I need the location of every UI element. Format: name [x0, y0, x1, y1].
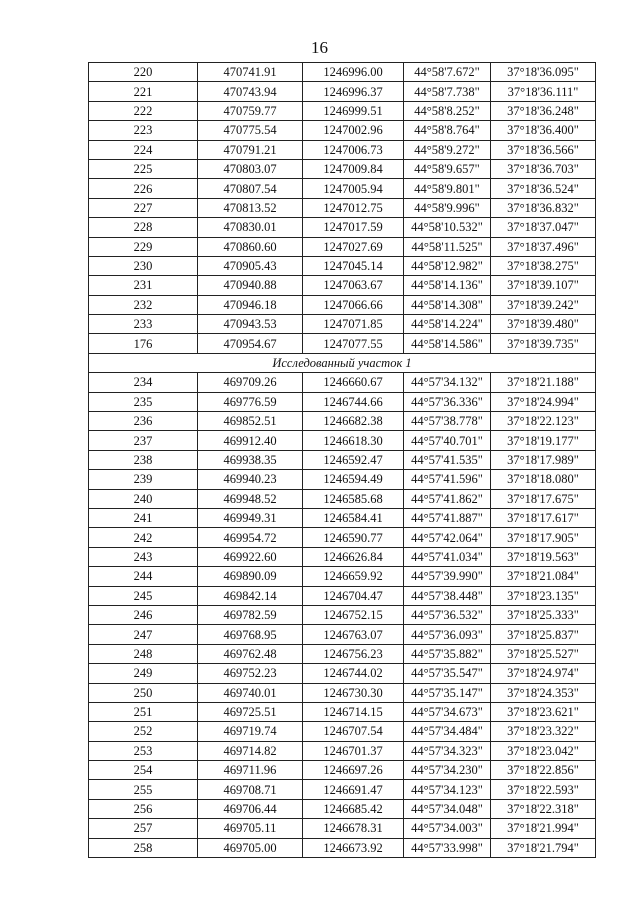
longitude-cell: 37°18'38.275" — [491, 256, 596, 275]
table-row — [89, 741, 596, 760]
table-row — [89, 702, 596, 721]
x-coordinate-cell: 469922.60 — [198, 547, 303, 566]
y-coordinate-cell: 1246744.02 — [303, 664, 404, 683]
latitude-cell: 44°57'38.448" — [404, 586, 491, 605]
y-coordinate-cell: 1246682.38 — [303, 412, 404, 431]
longitude-cell: 37°18'17.617" — [491, 508, 596, 527]
y-coordinate-cell: 1247045.14 — [303, 256, 404, 275]
x-coordinate-cell: 469762.48 — [198, 644, 303, 663]
latitude-cell: 44°57'35.547" — [404, 664, 491, 683]
longitude-cell: 37°18'17.675" — [491, 489, 596, 508]
table-row — [89, 567, 596, 586]
latitude-cell: 44°58'9.657" — [404, 159, 491, 178]
y-coordinate-cell: 1246660.67 — [303, 373, 404, 392]
longitude-cell: 37°18'36.832" — [491, 198, 596, 217]
longitude-cell: 37°18'24.353" — [491, 683, 596, 702]
y-coordinate-cell: 1246999.51 — [303, 101, 404, 120]
y-coordinate-cell: 1246704.47 — [303, 586, 404, 605]
latitude-cell: 44°57'34.123" — [404, 780, 491, 799]
longitude-cell: 37°18'23.135" — [491, 586, 596, 605]
y-coordinate-cell: 1246744.66 — [303, 392, 404, 411]
longitude-cell: 37°18'23.042" — [491, 741, 596, 760]
point-number-cell: 241 — [89, 508, 198, 527]
longitude-cell: 37°18'22.593" — [491, 780, 596, 799]
point-number-cell: 246 — [89, 605, 198, 624]
y-coordinate-cell: 1246659.92 — [303, 567, 404, 586]
point-number-cell: 248 — [89, 644, 198, 663]
point-number-cell: 240 — [89, 489, 198, 508]
latitude-cell: 44°57'35.882" — [404, 644, 491, 663]
table-row — [89, 101, 596, 120]
longitude-cell: 37°18'21.994" — [491, 819, 596, 838]
coordinates-table — [88, 62, 596, 858]
longitude-cell: 37°18'21.084" — [491, 567, 596, 586]
x-coordinate-cell: 469949.31 — [198, 508, 303, 527]
latitude-cell: 44°57'34.673" — [404, 702, 491, 721]
x-coordinate-cell: 469912.40 — [198, 431, 303, 450]
latitude-cell: 44°57'36.336" — [404, 392, 491, 411]
point-number-cell: 243 — [89, 547, 198, 566]
longitude-cell: 37°18'23.322" — [491, 722, 596, 741]
latitude-cell: 44°57'34.230" — [404, 761, 491, 780]
section-title-row — [89, 353, 596, 372]
y-coordinate-cell: 1246756.23 — [303, 644, 404, 663]
longitude-cell: 37°18'37.496" — [491, 237, 596, 256]
point-number-cell: 236 — [89, 412, 198, 431]
y-coordinate-cell: 1246701.37 — [303, 741, 404, 760]
longitude-cell: 37°18'22.318" — [491, 799, 596, 818]
x-coordinate-cell: 470759.77 — [198, 101, 303, 120]
x-coordinate-cell: 470830.01 — [198, 218, 303, 237]
y-coordinate-cell: 1246590.77 — [303, 528, 404, 547]
longitude-cell: 37°18'24.994" — [491, 392, 596, 411]
point-number-cell: 256 — [89, 799, 198, 818]
x-coordinate-cell: 469852.51 — [198, 412, 303, 431]
table-row — [89, 450, 596, 469]
latitude-cell: 44°58'10.532" — [404, 218, 491, 237]
table-row — [89, 605, 596, 624]
y-coordinate-cell: 1247066.66 — [303, 295, 404, 314]
point-number-cell: 234 — [89, 373, 198, 392]
table-row — [89, 431, 596, 450]
latitude-cell: 44°57'41.596" — [404, 470, 491, 489]
latitude-cell: 44°58'14.224" — [404, 315, 491, 334]
longitude-cell: 37°18'39.242" — [491, 295, 596, 314]
latitude-cell: 44°57'34.048" — [404, 799, 491, 818]
latitude-cell: 44°57'41.887" — [404, 508, 491, 527]
point-number-cell: 239 — [89, 470, 198, 489]
point-number-cell: 227 — [89, 198, 198, 217]
table-row — [89, 625, 596, 644]
latitude-cell: 44°57'34.003" — [404, 819, 491, 838]
y-coordinate-cell: 1246714.15 — [303, 702, 404, 721]
table-row — [89, 237, 596, 256]
coordinates-table-body — [89, 63, 596, 858]
x-coordinate-cell: 470807.54 — [198, 179, 303, 198]
latitude-cell: 44°57'33.998" — [404, 838, 491, 857]
point-number-cell: 242 — [89, 528, 198, 547]
point-number-cell: 255 — [89, 780, 198, 799]
table-row — [89, 198, 596, 217]
y-coordinate-cell: 1246691.47 — [303, 780, 404, 799]
longitude-cell: 37°18'25.837" — [491, 625, 596, 644]
latitude-cell: 44°58'9.996" — [404, 198, 491, 217]
latitude-cell: 44°58'11.525" — [404, 237, 491, 256]
table-row — [89, 722, 596, 741]
table-row — [89, 140, 596, 159]
latitude-cell: 44°58'9.801" — [404, 179, 491, 198]
point-number-cell: 222 — [89, 101, 198, 120]
point-number-cell: 233 — [89, 315, 198, 334]
point-number-cell: 251 — [89, 702, 198, 721]
y-coordinate-cell: 1247017.59 — [303, 218, 404, 237]
longitude-cell: 37°18'17.989" — [491, 450, 596, 469]
x-coordinate-cell: 469708.71 — [198, 780, 303, 799]
latitude-cell: 44°58'8.252" — [404, 101, 491, 120]
point-number-cell: 245 — [89, 586, 198, 605]
point-number-cell: 252 — [89, 722, 198, 741]
x-coordinate-cell: 469714.82 — [198, 741, 303, 760]
table-row — [89, 664, 596, 683]
x-coordinate-cell: 470741.91 — [198, 63, 303, 82]
latitude-cell: 44°57'41.862" — [404, 489, 491, 508]
point-number-cell: 231 — [89, 276, 198, 295]
y-coordinate-cell: 1247063.67 — [303, 276, 404, 295]
latitude-cell: 44°58'9.272" — [404, 140, 491, 159]
y-coordinate-cell: 1246592.47 — [303, 450, 404, 469]
latitude-cell: 44°57'40.701" — [404, 431, 491, 450]
x-coordinate-cell: 469705.00 — [198, 838, 303, 857]
latitude-cell: 44°57'35.147" — [404, 683, 491, 702]
table-row — [89, 315, 596, 334]
latitude-cell: 44°57'41.535" — [404, 450, 491, 469]
latitude-cell: 44°58'12.982" — [404, 256, 491, 275]
longitude-cell: 37°18'36.566" — [491, 140, 596, 159]
longitude-cell: 37°18'22.856" — [491, 761, 596, 780]
x-coordinate-cell: 469842.14 — [198, 586, 303, 605]
point-number-cell: 221 — [89, 82, 198, 101]
latitude-cell: 44°57'36.093" — [404, 625, 491, 644]
table-row — [89, 392, 596, 411]
longitude-cell: 37°18'21.188" — [491, 373, 596, 392]
longitude-cell: 37°18'22.123" — [491, 412, 596, 431]
longitude-cell: 37°18'24.974" — [491, 664, 596, 683]
point-number-cell: 225 — [89, 159, 198, 178]
table-row — [89, 295, 596, 314]
longitude-cell: 37°18'36.400" — [491, 121, 596, 140]
latitude-cell: 44°58'14.586" — [404, 334, 491, 353]
latitude-cell: 44°57'38.778" — [404, 412, 491, 431]
longitude-cell: 37°18'37.047" — [491, 218, 596, 237]
latitude-cell: 44°57'34.323" — [404, 741, 491, 760]
longitude-cell: 37°18'18.080" — [491, 470, 596, 489]
longitude-cell: 37°18'36.095" — [491, 63, 596, 82]
x-coordinate-cell: 469954.72 — [198, 528, 303, 547]
y-coordinate-cell: 1247002.96 — [303, 121, 404, 140]
table-row — [89, 63, 596, 82]
table-row — [89, 683, 596, 702]
x-coordinate-cell: 470813.52 — [198, 198, 303, 217]
point-number-cell: 226 — [89, 179, 198, 198]
table-row — [89, 761, 596, 780]
y-coordinate-cell: 1246730.30 — [303, 683, 404, 702]
y-coordinate-cell: 1246585.68 — [303, 489, 404, 508]
y-coordinate-cell: 1246685.42 — [303, 799, 404, 818]
longitude-cell: 37°18'36.524" — [491, 179, 596, 198]
longitude-cell: 37°18'25.333" — [491, 605, 596, 624]
y-coordinate-cell: 1247006.73 — [303, 140, 404, 159]
x-coordinate-cell: 469776.59 — [198, 392, 303, 411]
x-coordinate-cell: 470905.43 — [198, 256, 303, 275]
latitude-cell: 44°57'42.064" — [404, 528, 491, 547]
x-coordinate-cell: 470743.94 — [198, 82, 303, 101]
x-coordinate-cell: 469938.35 — [198, 450, 303, 469]
longitude-cell: 37°18'25.527" — [491, 644, 596, 663]
x-coordinate-cell: 470946.18 — [198, 295, 303, 314]
point-number-cell: 247 — [89, 625, 198, 644]
table-row — [89, 547, 596, 566]
page-number: 16 — [311, 38, 328, 57]
point-number-cell: 250 — [89, 683, 198, 702]
y-coordinate-cell: 1247012.75 — [303, 198, 404, 217]
point-number-cell: 228 — [89, 218, 198, 237]
x-coordinate-cell: 469768.95 — [198, 625, 303, 644]
y-coordinate-cell: 1246673.92 — [303, 838, 404, 857]
y-coordinate-cell: 1246763.07 — [303, 625, 404, 644]
latitude-cell: 44°58'14.136" — [404, 276, 491, 295]
point-number-cell: 244 — [89, 567, 198, 586]
point-number-cell: 229 — [89, 237, 198, 256]
longitude-cell: 37°18'36.111" — [491, 82, 596, 101]
table-row — [89, 159, 596, 178]
latitude-cell: 44°58'14.308" — [404, 295, 491, 314]
x-coordinate-cell: 470803.07 — [198, 159, 303, 178]
point-number-cell: 254 — [89, 761, 198, 780]
x-coordinate-cell: 469740.01 — [198, 683, 303, 702]
table-row — [89, 218, 596, 237]
y-coordinate-cell: 1246594.49 — [303, 470, 404, 489]
longitude-cell: 37°18'23.621" — [491, 702, 596, 721]
x-coordinate-cell: 470940.88 — [198, 276, 303, 295]
x-coordinate-cell: 469711.96 — [198, 761, 303, 780]
y-coordinate-cell: 1246618.30 — [303, 431, 404, 450]
table-row — [89, 586, 596, 605]
point-number-cell: 257 — [89, 819, 198, 838]
longitude-cell: 37°18'39.107" — [491, 276, 596, 295]
y-coordinate-cell: 1247009.84 — [303, 159, 404, 178]
y-coordinate-cell: 1246678.31 — [303, 819, 404, 838]
x-coordinate-cell: 469948.52 — [198, 489, 303, 508]
table-row — [89, 256, 596, 275]
table-row — [89, 819, 596, 838]
x-coordinate-cell: 469725.51 — [198, 702, 303, 721]
point-number-cell: 232 — [89, 295, 198, 314]
latitude-cell: 44°57'36.532" — [404, 605, 491, 624]
table-row — [89, 412, 596, 431]
point-number-cell: 253 — [89, 741, 198, 760]
section-title: Исследованный участок 1 — [89, 353, 596, 372]
y-coordinate-cell: 1246996.37 — [303, 82, 404, 101]
x-coordinate-cell: 470954.67 — [198, 334, 303, 353]
x-coordinate-cell: 470943.53 — [198, 315, 303, 334]
table-row — [89, 644, 596, 663]
x-coordinate-cell: 469752.23 — [198, 664, 303, 683]
point-number-cell: 258 — [89, 838, 198, 857]
y-coordinate-cell: 1247027.69 — [303, 237, 404, 256]
x-coordinate-cell: 469706.44 — [198, 799, 303, 818]
x-coordinate-cell: 469719.74 — [198, 722, 303, 741]
longitude-cell: 37°18'39.480" — [491, 315, 596, 334]
longitude-cell: 37°18'19.563" — [491, 547, 596, 566]
table-row — [89, 528, 596, 547]
table-row — [89, 508, 596, 527]
point-number-cell: 224 — [89, 140, 198, 159]
x-coordinate-cell: 470791.21 — [198, 140, 303, 159]
y-coordinate-cell: 1246707.54 — [303, 722, 404, 741]
point-number-cell: 223 — [89, 121, 198, 140]
x-coordinate-cell: 469782.59 — [198, 605, 303, 624]
longitude-cell: 37°18'39.735" — [491, 334, 596, 353]
table-row — [89, 179, 596, 198]
y-coordinate-cell: 1246626.84 — [303, 547, 404, 566]
table-row — [89, 121, 596, 140]
table-row — [89, 334, 596, 353]
x-coordinate-cell: 470775.54 — [198, 121, 303, 140]
longitude-cell: 37°18'36.703" — [491, 159, 596, 178]
latitude-cell: 44°57'39.990" — [404, 567, 491, 586]
point-number-cell: 176 — [89, 334, 198, 353]
longitude-cell: 37°18'19.177" — [491, 431, 596, 450]
table-row — [89, 799, 596, 818]
table-row — [89, 780, 596, 799]
latitude-cell: 44°57'34.132" — [404, 373, 491, 392]
latitude-cell: 44°58'7.738" — [404, 82, 491, 101]
table-row — [89, 470, 596, 489]
y-coordinate-cell: 1246584.41 — [303, 508, 404, 527]
point-number-cell: 249 — [89, 664, 198, 683]
x-coordinate-cell: 469940.23 — [198, 470, 303, 489]
x-coordinate-cell: 470860.60 — [198, 237, 303, 256]
table-row — [89, 82, 596, 101]
table-row — [89, 489, 596, 508]
point-number-cell: 230 — [89, 256, 198, 275]
y-coordinate-cell: 1246697.26 — [303, 761, 404, 780]
longitude-cell: 37°18'21.794" — [491, 838, 596, 857]
table-row — [89, 838, 596, 857]
y-coordinate-cell: 1247077.55 — [303, 334, 404, 353]
x-coordinate-cell: 469709.26 — [198, 373, 303, 392]
latitude-cell: 44°58'8.764" — [404, 121, 491, 140]
point-number-cell: 220 — [89, 63, 198, 82]
x-coordinate-cell: 469890.09 — [198, 567, 303, 586]
latitude-cell: 44°57'41.034" — [404, 547, 491, 566]
point-number-cell: 235 — [89, 392, 198, 411]
longitude-cell: 37°18'36.248" — [491, 101, 596, 120]
latitude-cell: 44°58'7.672" — [404, 63, 491, 82]
x-coordinate-cell: 469705.11 — [198, 819, 303, 838]
table-row — [89, 373, 596, 392]
table-row — [89, 276, 596, 295]
y-coordinate-cell: 1247005.94 — [303, 179, 404, 198]
point-number-cell: 237 — [89, 431, 198, 450]
y-coordinate-cell: 1247071.85 — [303, 315, 404, 334]
y-coordinate-cell: 1246996.00 — [303, 63, 404, 82]
point-number-cell: 238 — [89, 450, 198, 469]
longitude-cell: 37°18'17.905" — [491, 528, 596, 547]
latitude-cell: 44°57'34.484" — [404, 722, 491, 741]
y-coordinate-cell: 1246752.15 — [303, 605, 404, 624]
